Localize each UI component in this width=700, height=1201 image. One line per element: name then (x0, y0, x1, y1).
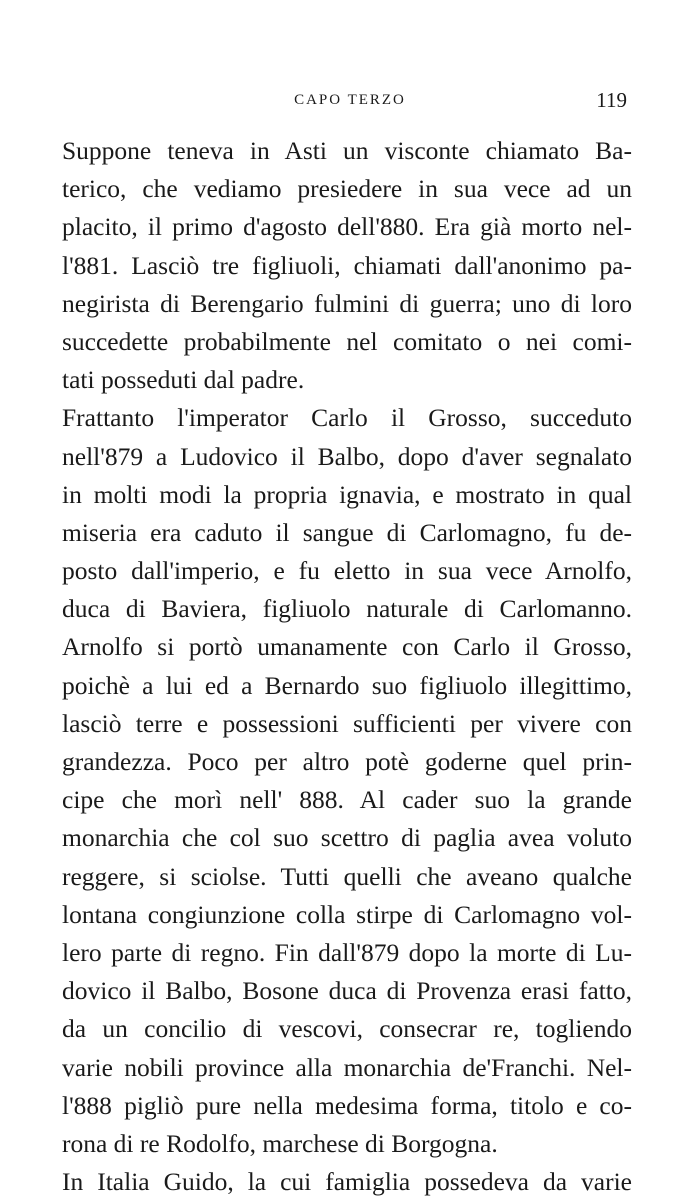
text-line: In Italia Guido, la cui famiglia possedeva da varie (62, 1167, 632, 1197)
text-line: varie nobili province alla monarchia de'Franchi. Nel- (62, 1052, 632, 1082)
text-line: cipe che morì nell' 888. Al cader suo la grande (62, 785, 632, 815)
text-line: monarchia che col suo scettro di paglia avea voluto (62, 823, 632, 853)
chapter-title: CAPO TERZO (294, 92, 406, 108)
text-line: Frattanto l'imperator Carlo il Grosso, succeduto (62, 403, 632, 433)
text-line: duca di Baviera, figliuolo naturale di Carlomanno. (62, 594, 632, 624)
text-line: lasciò terre e possessioni sufficienti per vivere con (62, 708, 632, 738)
text-line: da un concilio di vescovi, consecrar re, togliendo (62, 1014, 632, 1044)
text-line: nell'879 a Ludovico il Balbo, dopo d'aver segnalato (62, 441, 632, 471)
text-line: posto dall'imperio, e fu eletto in sua vece Arnolfo, (62, 556, 632, 586)
text-line: lontana congiunzione colla stirpe di Carlomagno vol- (62, 899, 632, 929)
text-line: miseria era caduto il sangue di Carlomagno, fu de- (62, 517, 632, 547)
text-line: rona di re Rodolfo, marchese di Borgogna. (62, 1128, 498, 1158)
text-line: poichè a lui ed a Bernardo suo figliuolo illegittimo, (62, 670, 632, 700)
text-line: in molti modi la propria ignavia, e mostrato in qual (62, 479, 632, 509)
text-line: tati posseduti dal padre. (62, 365, 305, 395)
text-line: l'888 pigliò pure nella medesima forma, titolo e co- (62, 1090, 632, 1120)
text-line: terico, che vediamo presiedere in sua vece ad un (62, 174, 632, 204)
text-line: Arnolfo si portò umanamente con Carlo il Grosso, (62, 632, 632, 662)
body-text (62, 132, 632, 1201)
text-line: lero parte di regno. Fin dall'879 dopo la morte di Lu- (62, 937, 632, 967)
text-line: Suppone teneva in Asti un visconte chiamato Ba- (62, 136, 632, 165)
text-line: negirista di Berengario fulmini di guerra; uno di loro (62, 288, 632, 318)
text-line: reggere, si sciolse. Tutti quelli che aveano qualche (62, 861, 632, 891)
text-line: dovico il Balbo, Bosone duca di Provenza erasi fatto, (62, 976, 632, 1006)
text-line: succedette probabilmente nel comitato o nei comi- (62, 326, 632, 356)
page-number: 119 (596, 88, 627, 112)
text-line: l'881. Lasciò tre figliuoli, chiamati dall'anonimo pa- (62, 250, 632, 280)
text-line: grandezza. Poco per altro potè goderne quel prin- (62, 747, 632, 776)
running-head (0, 88, 700, 118)
text-line: placito, il primo d'agosto dell'880. Era già morto nel- (62, 212, 632, 242)
